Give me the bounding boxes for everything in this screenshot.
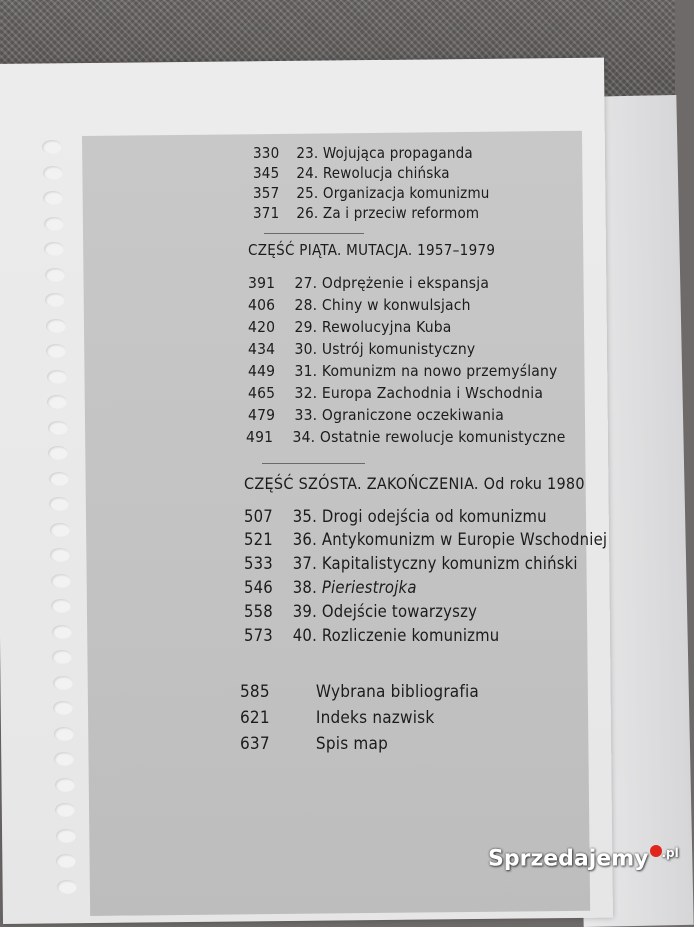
- watermark-tld: .pl: [661, 846, 679, 860]
- page-number: 621: [240, 708, 270, 728]
- chapter-title: 24. Rewolucja chińska: [296, 164, 450, 182]
- sprzedajemy-watermark: [488, 845, 679, 871]
- page-number: 585: [240, 682, 270, 702]
- page-number: 507: [244, 507, 273, 526]
- chapter-title: 23. Wojująca propaganda: [296, 144, 473, 162]
- toc-entry: [248, 318, 452, 336]
- chapter-title: 29. Rewolucyjna Kuba: [294, 318, 452, 336]
- chapter-title: 37. Kapitalistyczny komunizm chiński: [292, 554, 578, 573]
- page-number: 345: [253, 164, 280, 182]
- chapter-title: 35. Drogi odejścia od komunizmu: [292, 507, 547, 526]
- page-number: 449: [248, 362, 276, 380]
- toc-entry: [240, 734, 388, 754]
- page-number: 521: [244, 530, 273, 549]
- watermark-brand: Sprzedajemy: [488, 846, 649, 872]
- page-number: 330: [253, 144, 280, 162]
- chapter-title: Indeks nazwisk: [315, 708, 435, 728]
- page-number: 434: [248, 340, 276, 358]
- section-heading: CZĘŚĆ PIĄTA. MUTACJA. 1957–1979: [248, 241, 496, 259]
- chapter-title: 36. Antykomunizm w Europie Wschodniej: [292, 530, 608, 549]
- toc-entry: [253, 144, 473, 162]
- toc-entry: [244, 602, 477, 621]
- page-number: 637: [240, 734, 270, 754]
- chapter-title: 39. Odejście towarzyszy: [292, 602, 478, 621]
- chapter-title: 28. Chiny w konwulsjach: [294, 296, 471, 314]
- page-number: 491: [246, 428, 274, 446]
- chapter-title: 33. Ograniczone oczekiwania: [294, 406, 504, 424]
- chapter-title: 34. Ostatnie rewolucje komunistyczne: [292, 428, 566, 446]
- page-number: 533: [244, 554, 273, 573]
- toc-entry: [246, 428, 566, 446]
- toc-entry: [248, 274, 489, 292]
- chapter-title: 26. Za i przeciw reformom: [296, 204, 480, 222]
- chapter-title: 40. Rozliczenie komunizmu: [292, 626, 500, 645]
- page-number: 357: [253, 184, 280, 202]
- toc-entry: [248, 296, 471, 314]
- section-divider: [262, 463, 365, 464]
- toc-entry: [248, 340, 475, 358]
- toc-entry: [253, 204, 479, 222]
- watermark-dot-icon: [650, 845, 662, 857]
- toc-entry: [244, 507, 547, 526]
- toc-entry: [248, 406, 504, 424]
- page-number: 420: [248, 318, 276, 336]
- page-number: 406: [248, 296, 276, 314]
- page-number: 465: [248, 384, 276, 402]
- page-number: 546: [244, 578, 273, 597]
- chapter-title: 30. Ustrój komunistyczny: [294, 340, 476, 358]
- chapter-title: Spis map: [315, 734, 389, 754]
- chapter-title: 31. Komunizm na nowo przemyślany: [294, 362, 558, 380]
- chapter-title: 25. Organizacja komunizmu: [296, 184, 490, 202]
- page-number: 479: [248, 406, 276, 424]
- toc-entry: [248, 384, 543, 402]
- toc-entry: [240, 682, 479, 702]
- toc-entry: [244, 626, 499, 645]
- toc-entry: [253, 164, 450, 182]
- page-number: 391: [248, 274, 276, 292]
- chapter-title-italic: Pieriestrojka: [321, 578, 417, 597]
- section-divider: [264, 233, 364, 234]
- page-number: 558: [244, 602, 273, 621]
- chapter-title: 38.: [292, 578, 322, 597]
- page-number: 371: [253, 204, 280, 222]
- toc-entry: [253, 184, 490, 202]
- section-heading: CZĘŚĆ SZÓSTA. ZAKOŃCZENIA. Od roku 1980: [244, 474, 585, 493]
- toc-entry: [244, 578, 417, 597]
- page-number: 573: [244, 626, 273, 645]
- toc-entry: [244, 554, 578, 573]
- chapter-title: 27. Odprężenie i ekspansja: [294, 274, 490, 292]
- toc-entry: [240, 708, 434, 728]
- chapter-title: 32. Europa Zachodnia i Wschodnia: [294, 384, 544, 402]
- toc-entry: [244, 530, 607, 549]
- toc-entry: [248, 362, 558, 380]
- chapter-title: Wybrana bibliografia: [315, 682, 479, 702]
